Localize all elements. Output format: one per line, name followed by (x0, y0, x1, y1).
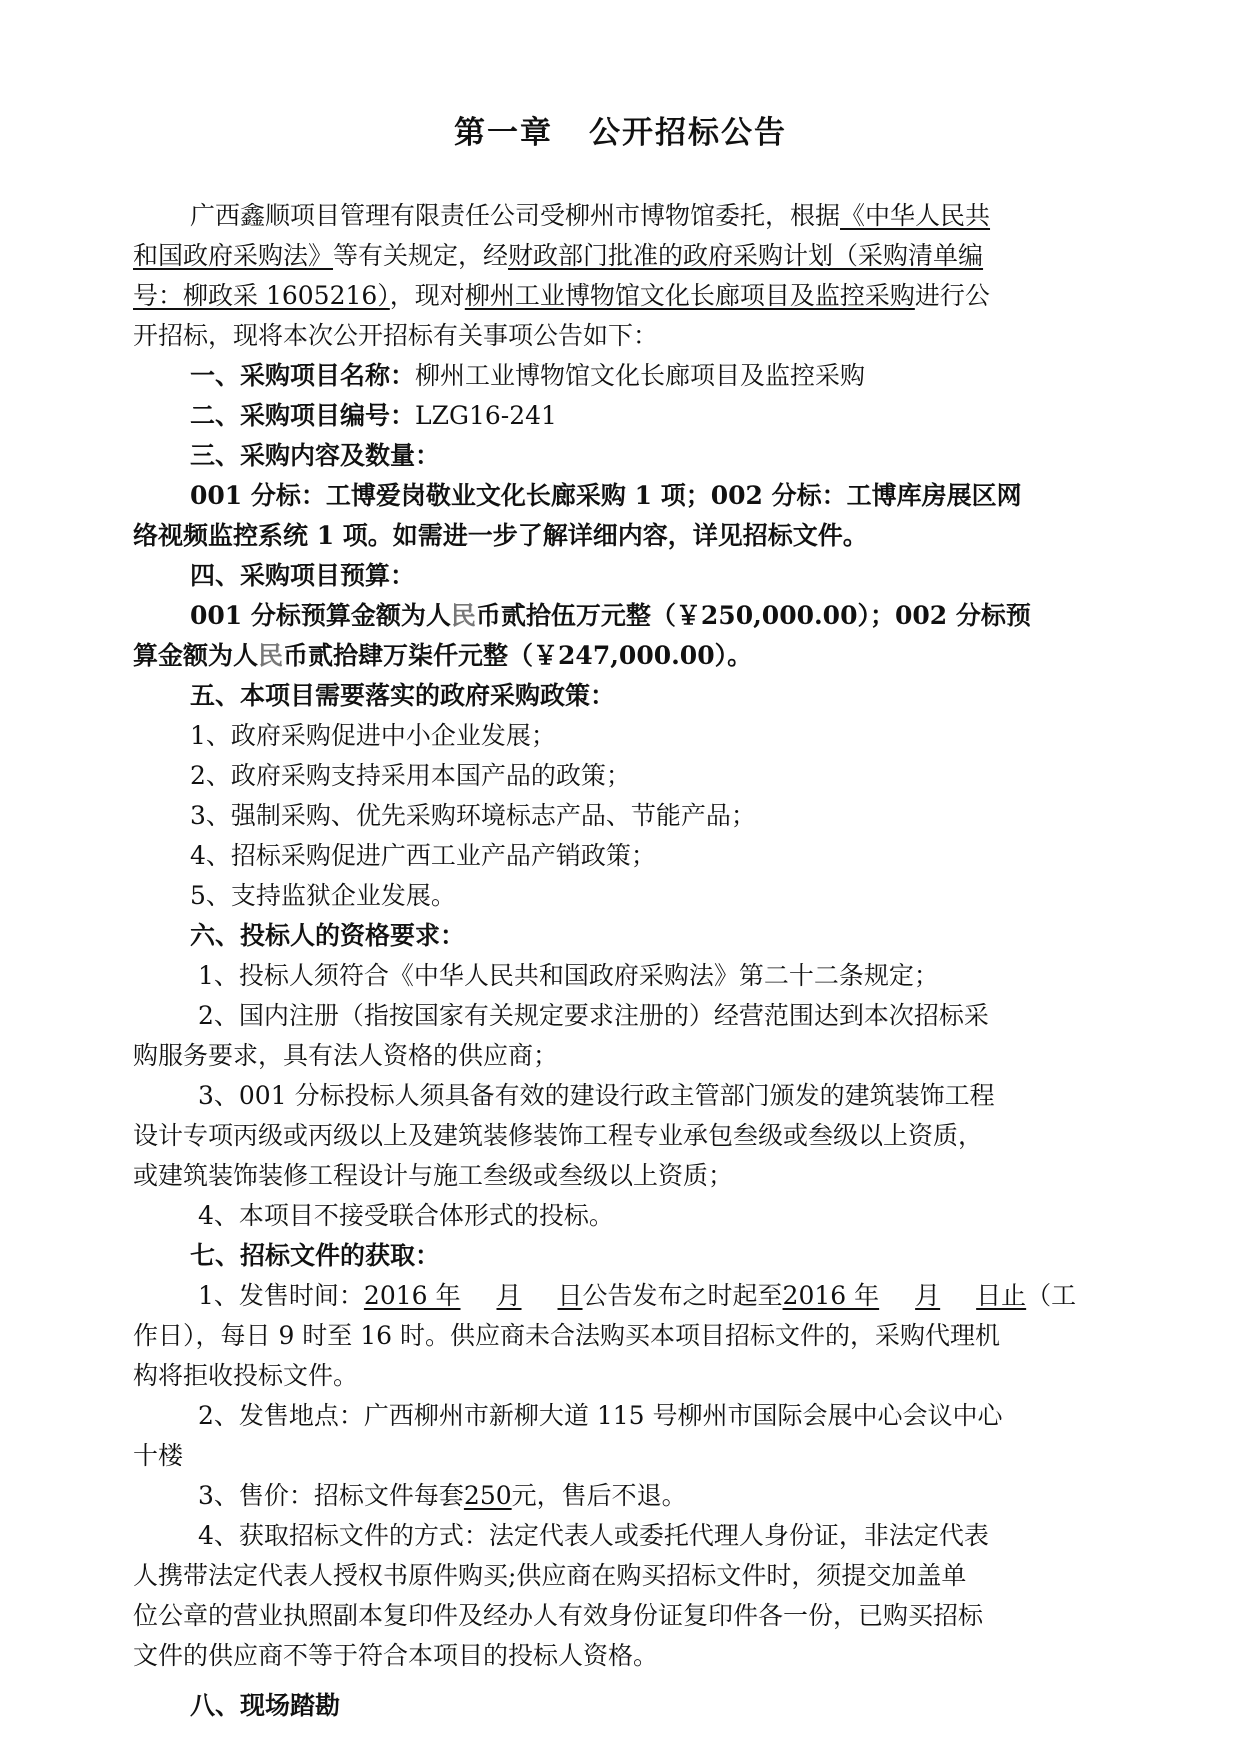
qualification-item-3-line-2: 设计专项丙级或丙级以上及建筑装修装饰工程专业承包叁级或叁级以上资质， (133, 1121, 984, 1150)
section-2 (190, 396, 1170, 436)
sale-time-line-3: 构将拒收投标文件。 (133, 1361, 359, 1390)
section-4-line-1: 001 分标预算金额为人民币贰拾伍万元整（￥250,000.00）；002 分标预 (190, 601, 1031, 630)
section-3-line-2: 络视频监控系统 1 项。如需进一步了解详细内容，详见招标文件。 (133, 521, 868, 550)
section-3-line-1: 001 分标：工博爱岗敬业文化长廊采购 1 项；002 分标：工博库房展区网 (190, 481, 1022, 510)
qualification-item-4: 4、本项目不接受联合体形式的投标。 (198, 1201, 614, 1230)
sale-time-line-1: 1、发售时间：2016 年 月 日公告发布之时起至2016 年 月 日止（工 (198, 1281, 1077, 1310)
policy-item-3: 3、强制采购、优先采购环境标志产品、节能产品； (190, 801, 756, 830)
intro-line-4: 开招标，现将本次公开招标有关事项公告如下： (133, 321, 659, 350)
intro-line-3: 号：柳政采 1605216），现对柳州工业博物馆文化长廊项目及监控采购进行公 (133, 281, 990, 310)
sale-place-line-2: 十楼 (133, 1441, 184, 1470)
qualification-item-2-line-1: 2、国内注册（指按国家有关规定要求注册的）经营范围达到本次招标采 (198, 1001, 989, 1030)
section-5-label: 五、本项目需要落实的政府采购政策： (190, 681, 616, 710)
qualification-item-3-line-3: 或建筑装饰装修工程设计与施工叁级或叁级以上资质； (133, 1161, 734, 1190)
acquire-method-line-4: 文件的供应商不等于符合本项目的投标人资格。 (133, 1641, 659, 1670)
section-3-label: 三、采购内容及数量： (190, 441, 441, 470)
sale-place-line-1: 2、发售地点：广西柳州市新柳大道 115 号柳州市国际会展中心会议中心 (198, 1401, 1003, 1430)
qualification-item-2-line-2: 购服务要求，具有法人资格的供应商； (133, 1041, 559, 1070)
section-6-label: 六、投标人的资格要求： (190, 921, 466, 950)
chapter-number: 第一章 (454, 115, 553, 151)
acquire-method-line-2: 人携带法定代表人授权书原件购买;供应商在购买招标文件时，须提交加盖单 (133, 1561, 967, 1590)
section-1-value: 柳州工业博物馆文化长廊项目及监控采购 (415, 361, 866, 390)
chapter-title (0, 113, 1241, 153)
qualification-item-3-line-1: 3、001 分标投标人须具备有效的建设行政主管部门颁发的建筑装饰工程 (198, 1081, 995, 1110)
section-2-value: LZG16-241 (415, 401, 557, 430)
sale-price: 3、售价：招标文件每套250元，售后不退。 (198, 1481, 687, 1510)
section-8-label: 八、现场踏勘 (190, 1691, 341, 1720)
policy-item-2: 2、政府采购支持采用本国产品的政策； (190, 761, 631, 790)
acquire-method-line-1: 4、获取招标文件的方式：法定代表人或委托代理人身份证，非法定代表 (198, 1521, 989, 1550)
intro-line-2: 和国政府采购法》等有关规定，经财政部门批准的政府采购计划（采购清单编 (133, 241, 984, 270)
policy-item-4: 4、招标采购促进广西工业产品产销政策； (190, 841, 656, 870)
section-7-label: 七、招标文件的获取： (190, 1241, 441, 1270)
qualification-item-1: 1、投标人须符合《中华人民共和国政府采购法》第二十二条规定； (198, 961, 939, 990)
policy-item-5: 5、支持监狱企业发展。 (190, 881, 456, 910)
policy-item-1: 1、政府采购促进中小企业发展； (190, 721, 556, 750)
section-1 (190, 356, 1170, 396)
section-4-line-2: 算金额为人民币贰拾肆万柒仟元整（￥247,000.00）。 (133, 641, 753, 670)
chapter-heading: 公开招标公告 (589, 115, 787, 151)
sale-time-line-2: 作日），每日 9 时至 16 时。供应商未合法购买本项目招标文件的，采购代理机 (133, 1321, 1001, 1350)
acquire-method-line-3: 位公章的营业执照副本复印件及经办人有效身份证复印件各一份，已购买招标 (133, 1601, 984, 1630)
section-2-label: 二、采购项目编号： (190, 401, 416, 430)
intro-line-1: 广西鑫顺项目管理有限责任公司受柳州市博物馆委托，根据《中华人民共 (190, 201, 991, 230)
section-1-label: 一、采购项目名称： (190, 361, 416, 390)
section-4-label: 四、采购项目预算： (190, 561, 416, 590)
